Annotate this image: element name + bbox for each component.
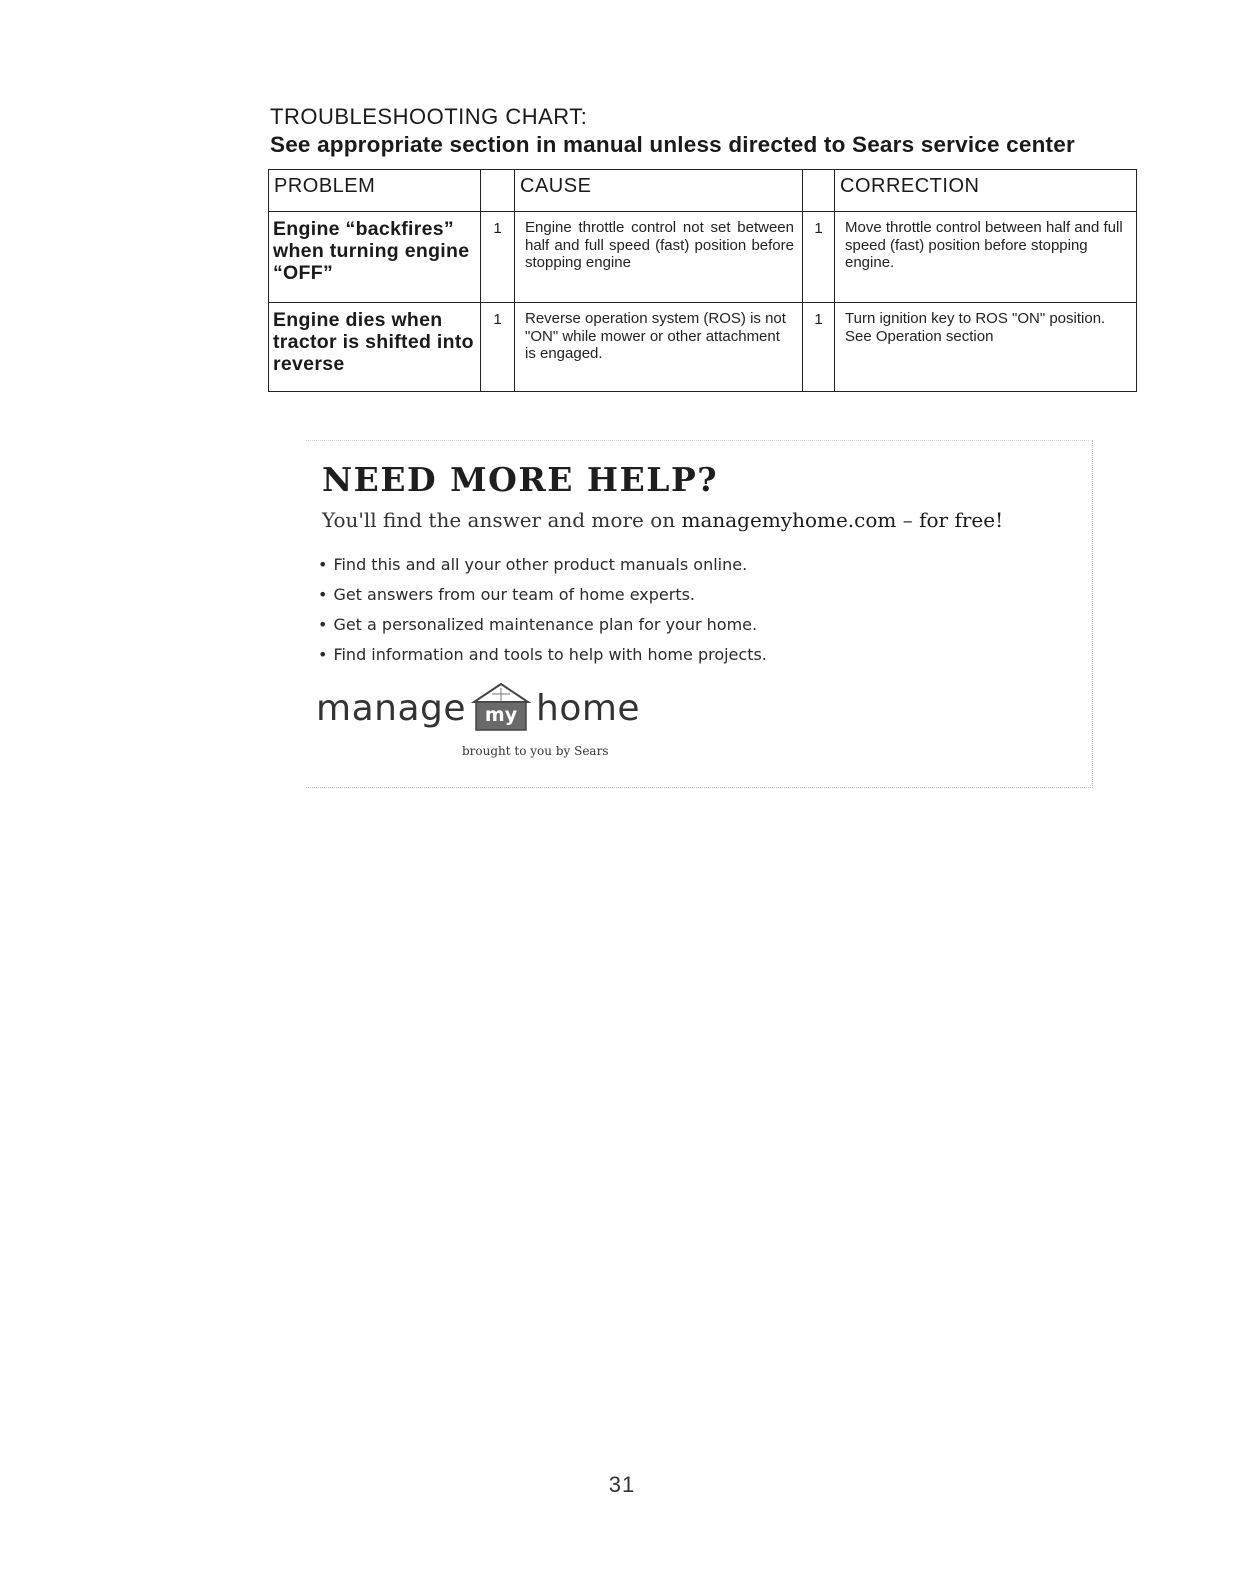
- cause-number: 1: [481, 212, 515, 303]
- table-header-row: [269, 170, 1137, 212]
- header-cause: CAUSE: [515, 170, 803, 212]
- section-subheading: See appropriate section in manual unless directed to Sears service center: [270, 132, 1075, 157]
- help-title: NEED MORE HELP?: [322, 460, 719, 499]
- managemyhome-logo: [316, 680, 640, 736]
- list-item: • Get answers from our team of home experts.: [318, 584, 767, 614]
- list-item: • Get a personalized maintenance plan for your home.: [318, 614, 767, 644]
- help-line-prefix: You'll find the answer and more on: [322, 508, 676, 532]
- correction-cell: Turn ignition key to ROS "ON" position. See Operation section: [835, 303, 1137, 392]
- troubleshooting-table: [268, 169, 1137, 392]
- help-bullet-list: [318, 554, 767, 674]
- house-icon: [470, 682, 532, 734]
- problem-cell: Engine “backfires” when turning engine “OFF”: [269, 212, 481, 303]
- table-row: [269, 212, 1137, 303]
- cause-cell: Reverse operation system (ROS) is not "ON" while mower or other attachment is engaged.: [515, 303, 803, 392]
- problem-cell: Engine dies when tractor is shifted into reverse: [269, 303, 481, 392]
- header-problem: PROBLEM: [269, 170, 481, 212]
- page-number: 31: [608, 1472, 636, 1497]
- list-item: • Find information and tools to help with home projects.: [318, 644, 767, 674]
- logo-word-home: home: [536, 687, 641, 729]
- correction-cell: Move throttle control between half and full speed (fast) position before stopping engine.: [835, 212, 1137, 303]
- header-correction: CORRECTION: [835, 170, 1137, 212]
- help-line-free: for free!: [919, 508, 1004, 532]
- table-row: [269, 303, 1137, 392]
- header-spacer: [481, 170, 515, 212]
- correction-number: 1: [803, 303, 835, 392]
- logo-word-my: my: [484, 704, 518, 726]
- logo-word-manage: manage: [316, 687, 467, 729]
- help-line-dash: –: [902, 508, 913, 532]
- help-line: [322, 508, 1003, 532]
- logo-tagline: brought to you by Sears: [462, 744, 609, 758]
- cause-number: 1: [481, 303, 515, 392]
- correction-number: 1: [803, 212, 835, 303]
- header-spacer: [803, 170, 835, 212]
- list-item: • Find this and all your other product manuals online.: [318, 554, 767, 584]
- cause-cell: Engine throttle control not set between half and full speed (fast) position before stopping engine: [515, 212, 803, 303]
- site-link[interactable]: managemyhome.com: [681, 508, 897, 532]
- section-heading: TROUBLESHOOTING CHART:: [270, 104, 588, 129]
